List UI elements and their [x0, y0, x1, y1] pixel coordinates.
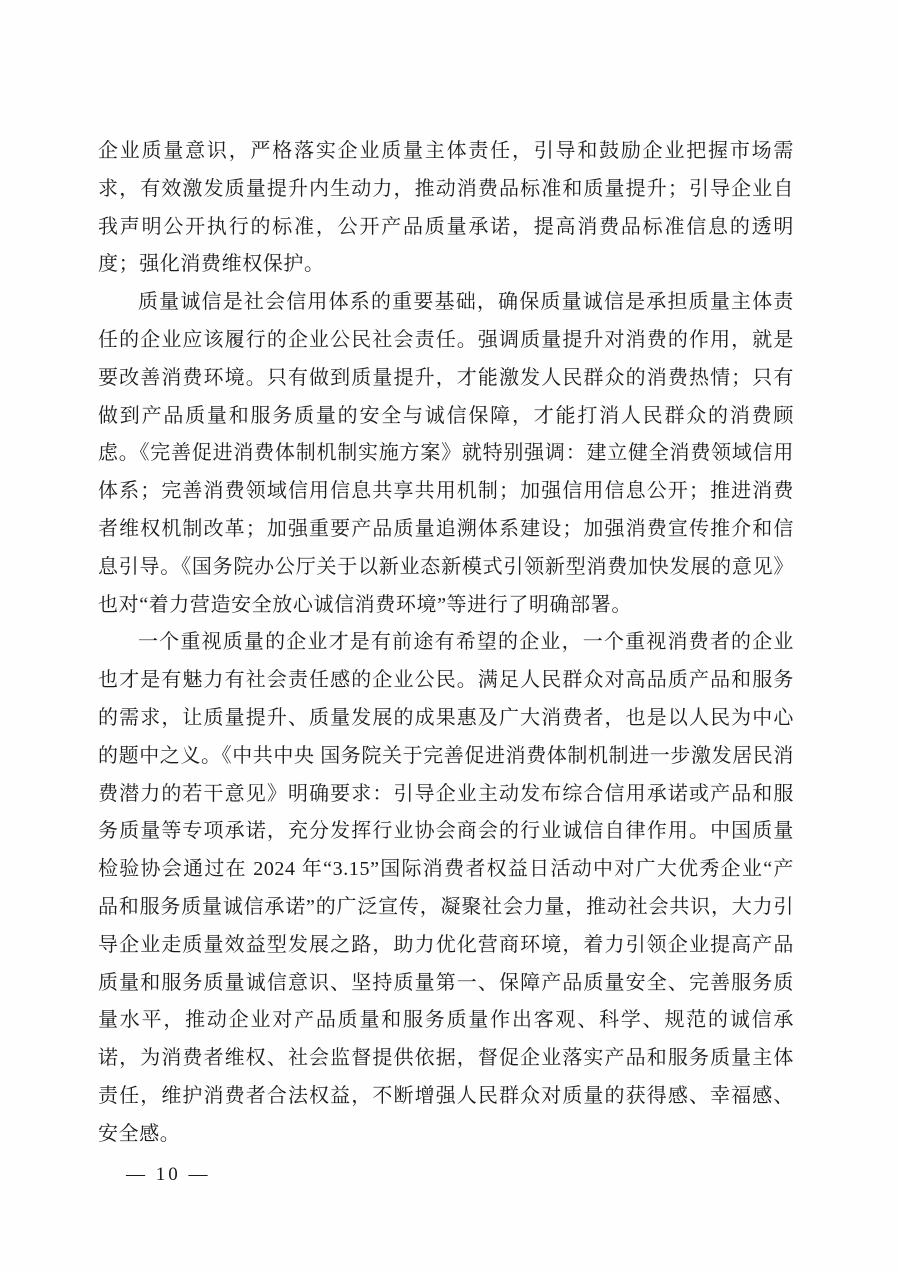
document-body [98, 133, 794, 1154]
page-number: — 10 — [126, 1163, 211, 1185]
paragraph-continuation: 企业质量意识，严格落实企业质量主体责任，引导和鼓励企业把握市场需求，有效激发质量提升内生动力，推动消费品标准和质量提升；引导企业自我声明公开执行的标准，公开产品质量承诺，提高消费品标准信息的透明度；强化消费维权保护。 [98, 140, 794, 276]
paragraph-quality-integrity: 质量诚信是社会信用体系的重要基础，确保质量诚信是承担质量主体责任的企业应该履行的企业公民社会责任。强调质量提升对消费的作用，就是要改善消费环境。只有做到质量提升，才能激发人民群众的消费热情；只有做到产品质量和服务质量的安全与诚信保障，才能打消人民群众的消费顾虑。《完善促进消费体制机制实施方案》就特别强调：建立健全消费领域信用体系；完善消费领域信用信息共享共用机制；加强信用信息公开；推进消费者维权机制改革；加强重要产品质量追溯体系建设；加强消费宣传推介和信息引导。《国务院办公厅关于以新业态新模式引领新型消费加快发展的意见》也对“着力营造安全放心诚信消费环境”等进行了明确部署。 [98, 291, 794, 616]
paragraph-enterprise-commitment: 一个重视质量的企业才是有前途有希望的企业，一个重视消费者的企业也才是有魅力有社会责任感的企业公民。满足人民群众对高品质产品和服务的需求，让质量提升、质量发展的成果惠及广大消费者，也是以人民为中心的题中之义。《中共中央 国务院关于完善促进消费体制机制进一步激发居民消费潜力的若干意见》明确要求：引导企业主动发布综合信用承诺或产品和服务质量等专项承诺，充分发挥行业协会商会的行业诚信自律作用。中国质量检验协会通过在 2024 年“3.15”国际消费者权益日活动中对广大优秀企业“产品和服务质量诚信承诺”的广泛宣传，凝聚社会力量，推动社会共识，大力引导企业走质量效益型发展之路，助力优化营商环境，着力引领企业提高产品质量和服务质量诚信意识、坚持质量第一、保障产品质量安全、完善服务质量水平，推动企业对产品质量和服务质量作出客观、科学、规范的诚信承诺，为消费者维权、社会监督提供依据，督促企业落实产品和服务质量主体责任，维护消费者合法权益，不断增强人民群众对质量的获得感、幸福感、安全感。 [98, 631, 794, 1145]
